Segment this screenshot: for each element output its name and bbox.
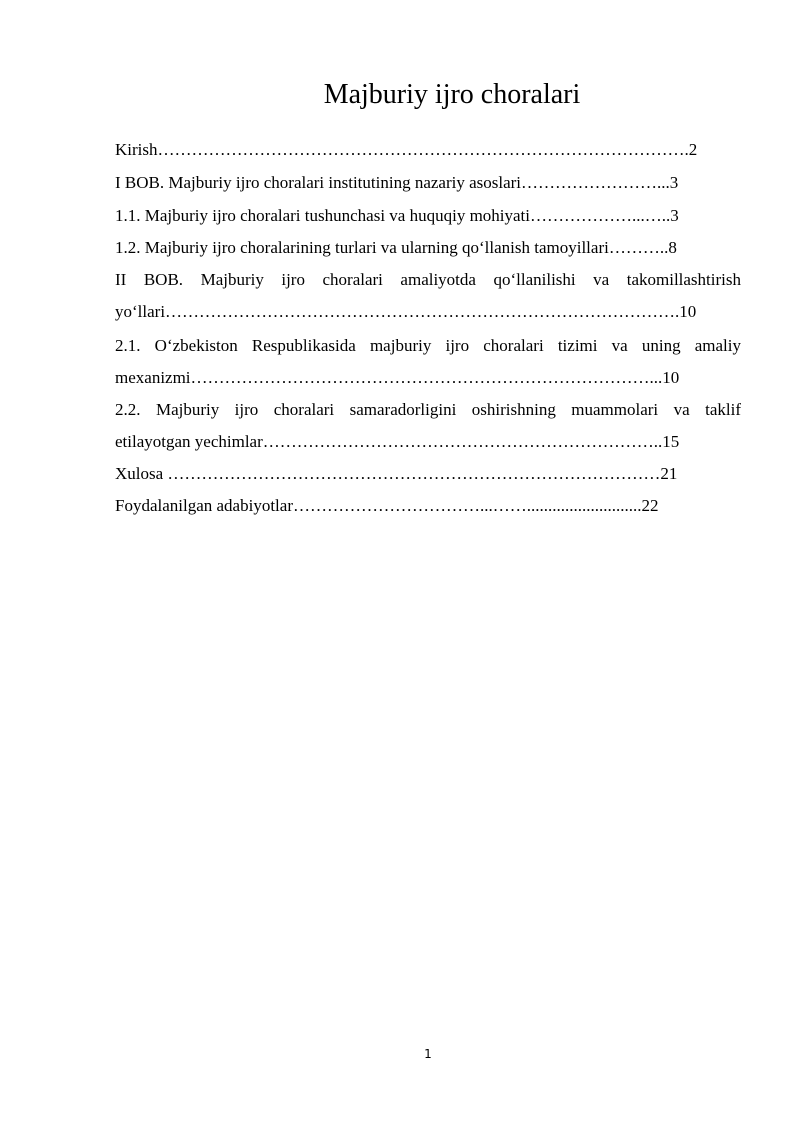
- document-title: Majburiy ijro choralari: [323, 79, 581, 110]
- toc-entry-chapter-1: I BOB. Majburiy ijro choralari institutining nazariy asoslari……………………...3: [115, 173, 679, 192]
- toc-entry-section-2-1-continued: mexanizmi………………………………………………………………………...10: [115, 368, 680, 387]
- toc-entry-section-2-1: 2.1. O‘zbekiston Respublikasida majburiy ijro choralari tizimi va uning amaliy: [115, 336, 741, 355]
- toc-entry-section-1-1: 1.1. Majburiy ijro choralari tushunchasi va huquqiy mohiyati………………...…..3: [115, 206, 679, 225]
- toc-entry-chapter-2: II BOB. Majburiy ijro choralari amaliyotda qo‘llanilishi va takomillashtirish: [115, 270, 741, 289]
- toc-entry-section-1-2: 1.2. Majburiy ijro choralarining turlari va ularning qo‘llanish tamoyillari………..8: [115, 238, 677, 257]
- toc-entry-xulosa: Xulosa ……………………………………………………………………………21: [115, 464, 678, 483]
- toc-entry-section-2-2-continued: etilayotgan yechimlar……………………………………………………………..15: [115, 432, 680, 451]
- page-number: 1: [424, 1047, 432, 1061]
- toc-entry-references: Foydalanilgan adabiyotlar……………………………...……...........................22: [115, 496, 659, 515]
- toc-entry-section-2-2: 2.2. Majburiy ijro choralari samaradorligini oshirishning muammolari va taklif: [115, 400, 741, 419]
- toc-entry-kirish: Kirish………………………………………………………………………………….2: [115, 140, 698, 159]
- toc-entry-chapter-2-continued: yo‘llari……………………………………………………………………………….10: [115, 302, 697, 321]
